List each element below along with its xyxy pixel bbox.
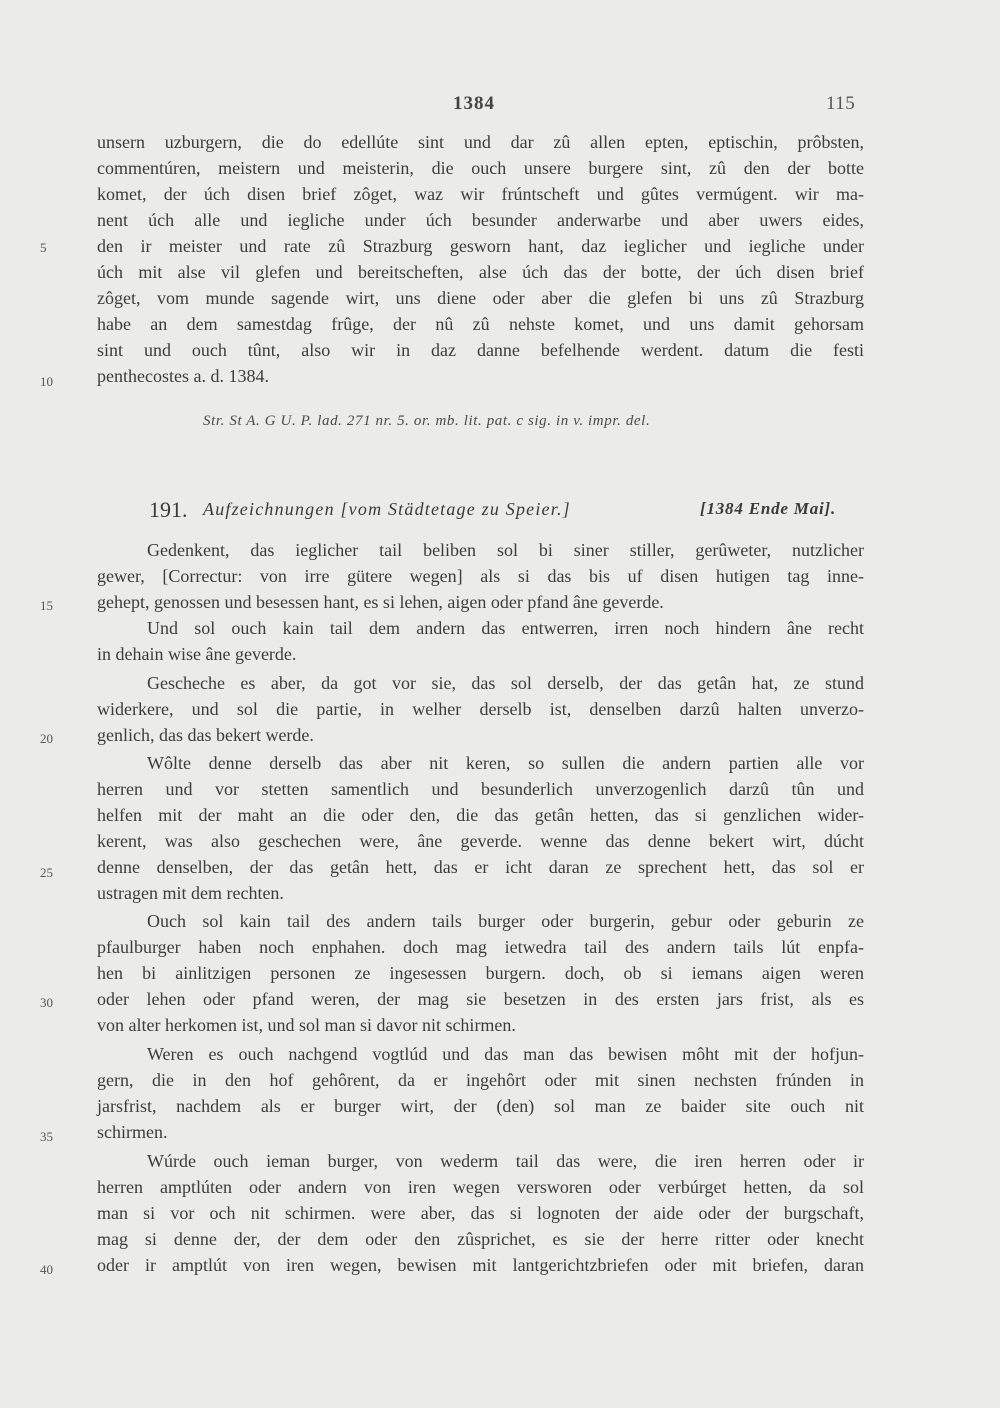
text-line: úch mit alse vil glefen und bereitscheften, alse úch das der botte, der úch disen brief <box>97 262 864 282</box>
text-line: nent úch alle und iegliche under úch besunder anderwarbe und aber uwers eides, <box>97 210 864 230</box>
text-line: oder lehen oder pfand weren, der mag sie besetzen in des ersten jars frist, als es <box>97 989 864 1009</box>
text-line: Und sol ouch kain tail dem andern das entwerren, irren noch hindern âne recht <box>147 618 864 638</box>
text-line: sint und ouch tûnt, also wir in daz danne befelhende werdent. datum die festi <box>97 340 864 360</box>
page-number: 115 <box>826 93 856 114</box>
text-line: habe an dem samestdag frûge, der nû zû nehste komet, und uns damit gehorsam <box>97 314 864 334</box>
text-line: penthecostes a. d. 1384. <box>97 366 269 386</box>
line-number: 40 <box>40 1262 53 1277</box>
text-line: commentúren, meistern und meisterin, die ouch unsere burgere sint, zû den der botte <box>97 158 864 178</box>
text-line: Ouch sol kain tail des andern tails burger oder burgerin, gebur oder geburin ze <box>147 911 864 931</box>
line-number: 25 <box>40 865 53 880</box>
line-number: 35 <box>40 1129 53 1144</box>
line-number: 10 <box>40 374 53 389</box>
text-line: Weren es ouch nachgend vogtlúd und das man das bewisen môht mit der hofjun- <box>147 1044 864 1064</box>
text-line: von alter herkomen ist, und sol man si davor nit schirmen. <box>97 1015 516 1035</box>
text-line: zôget, vom munde sagende wirt, uns diene oder aber die glefen bi uns zû Strazburg <box>97 288 864 308</box>
text-line: man si vor och nit schirmen. were aber, das si lognoten der aide oder der burgschaft, <box>97 1203 864 1223</box>
text-line: Wôlte denne derselb das aber nit keren, so sullen die andern partien alle vor <box>147 753 864 773</box>
text-line: widerkere, und sol die partie, in welher derselb ist, denselben darzû halten unverzo- <box>97 699 864 719</box>
document-date: [1384 Ende Mai]. <box>700 499 837 518</box>
text-line: gewer, [Correctur: von irre gütere wegen] als si das bis uf disen hutigen tag inne- <box>97 566 864 586</box>
text-line: in dehain wise âne geverde. <box>97 644 297 664</box>
text-line: schirmen. <box>97 1122 168 1142</box>
text-line: hen bi ainlitzigen personen ze ingesessen burgern. doch, ob si iemans aigen weren <box>97 963 864 983</box>
text-line: den ir meister und rate zû Strazburg gesworn hant, daz ieglicher und iegliche under <box>97 236 864 256</box>
text-line: mag si denne der, der dem oder den zûsprichet, es sie der herre ritter oder knecht <box>97 1229 864 1249</box>
text-line: Wúrde ouch ieman burger, von wederm tail das were, die iren herren oder ir <box>147 1151 864 1171</box>
document-number: 191. <box>149 497 188 522</box>
text-line: helfen mit der maht an die oder den, die das getân hetten, das si genzlichen wider- <box>97 805 864 825</box>
text-line: gern, die in den hof gehôrent, da er ingehôrt oder mit sinen nechsten frúnden in <box>97 1070 864 1090</box>
line-number: 15 <box>40 598 53 613</box>
text-line: komet, der úch disen brief zôget, waz wir frúntscheft und gûtes vermúgent. wir ma- <box>97 184 864 204</box>
source-note: Str. St A. G U. P. lad. 271 nr. 5. or. mb. lit. pat. c sig. in v. impr. del. <box>203 413 651 429</box>
text-line: Gedenkent, das ieglicher tail beliben sol bi siner stiller, gerûweter, nutzlicher <box>147 540 864 560</box>
text-line: kerent, was also geschechen were, âne geverde. wenne das denne bekert wirt, dúcht <box>97 831 864 851</box>
text-line: herren und vor stetten samentlich und besunderlich unverzogenlich darzû tûn und <box>97 779 864 799</box>
text-line: pfaulburger haben noch enphahen. doch mag ietwedra tail des andern tails lút enpfa- <box>97 937 864 957</box>
text-line: genlich, das das bekert werde. <box>97 725 314 745</box>
text-line: herren amptlúten oder andern von iren wegen versworen oder verbúrget hetten, da sol <box>97 1177 864 1197</box>
text-line: ustragen mit dem rechten. <box>97 883 284 903</box>
running-head-year: 1384 <box>453 93 495 114</box>
document-title: Aufzeichnungen [vom Städtetage zu Speier.] <box>203 499 571 519</box>
text-line: unsern uzburgern, die do edellúte sint und dar zû allen epten, eptischin, prôbsten, <box>97 132 864 152</box>
text-line: oder ir amptlút von iren wegen, bewisen mit lantgerichtzbriefen oder mit briefen, daran <box>97 1255 864 1275</box>
text-line: gehept, genossen und besessen hant, es si lehen, aigen oder pfand âne geverde. <box>97 592 664 612</box>
line-number: 20 <box>40 731 53 746</box>
text-line: denne denselben, der das getân hett, das er icht daran ze sprechent hett, das sol er <box>97 857 864 877</box>
text-line: jarsfrist, nachdem als er burger wirt, der (den) sol man ze baider site ouch nit <box>97 1096 864 1116</box>
line-number: 5 <box>40 240 47 255</box>
text-line: Gescheche es aber, da got vor sie, das sol derselb, der das getân hat, ze stund <box>147 673 864 693</box>
line-number: 30 <box>40 995 53 1010</box>
